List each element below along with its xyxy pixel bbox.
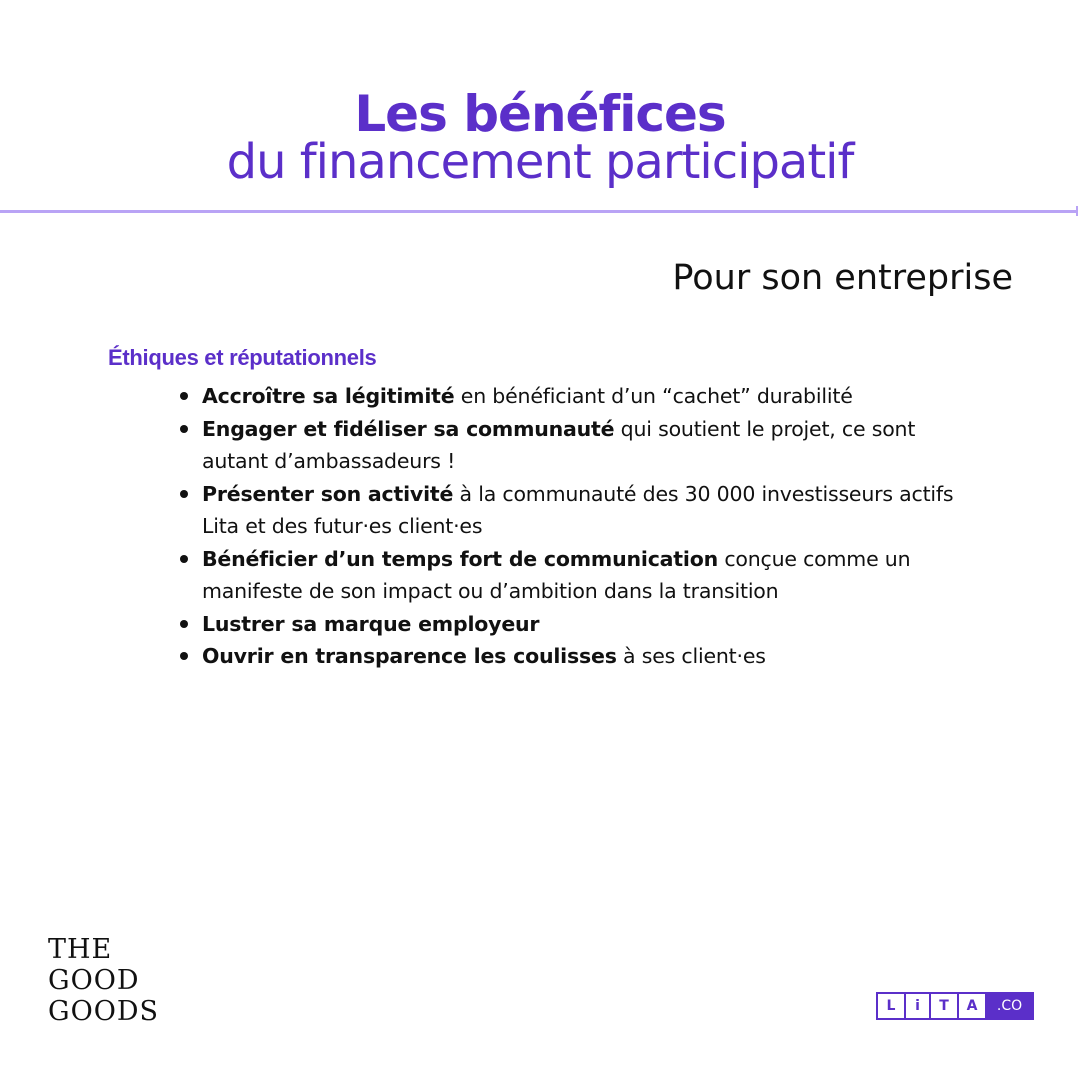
list-item-text: conçue comme un manifeste de son impact ou d’ambition dans la transition bbox=[202, 546, 911, 603]
bullet-icon bbox=[180, 490, 188, 498]
lita-letter: i bbox=[906, 994, 931, 1018]
lita-letter: T bbox=[931, 994, 959, 1018]
bullet-icon bbox=[180, 392, 188, 400]
lita-co-logo bbox=[876, 992, 1034, 1020]
logo-line: GOOD bbox=[48, 965, 140, 996]
list-item bbox=[178, 380, 968, 413]
bullet-icon bbox=[180, 652, 188, 660]
list-item-bold: Présenter son activité bbox=[202, 481, 454, 506]
audience-subtitle: Pour son entreprise bbox=[672, 258, 1013, 298]
list-item bbox=[178, 608, 968, 641]
lita-letter: L bbox=[878, 994, 906, 1018]
lita-co-suffix: .CO bbox=[987, 994, 1032, 1018]
list-item-bold: Engager et fidéliser sa communauté bbox=[202, 416, 615, 441]
bullet-icon bbox=[180, 555, 188, 563]
bullet-icon bbox=[180, 425, 188, 433]
list-item bbox=[178, 478, 968, 543]
header-divider-end bbox=[1076, 206, 1078, 216]
bullet-icon bbox=[180, 620, 188, 628]
list-item-text: qui soutient le projet, ce sont autant d’ambassadeurs ! bbox=[202, 416, 916, 473]
section-heading: Éthiques et réputationnels bbox=[108, 345, 377, 370]
list-item-bold: Accroître sa légitimité bbox=[202, 384, 455, 408]
logo-line: GOODS bbox=[48, 996, 159, 1027]
header-divider bbox=[0, 210, 1076, 213]
the-good-goods-logo bbox=[48, 934, 159, 1027]
list-item bbox=[178, 640, 968, 673]
benefits-list bbox=[178, 380, 968, 673]
logo-line: THE bbox=[48, 934, 113, 965]
list-item bbox=[178, 543, 968, 608]
list-item-text: à la communauté des 30 000 investisseurs actifs Lita et des futur·es client·es bbox=[202, 481, 954, 538]
list-item-bold: Ouvrir en transparence les coulisses bbox=[202, 644, 617, 668]
list-item-text: à ses client·es bbox=[616, 644, 766, 668]
list-item-bold: Bénéficier d’un temps fort de communication bbox=[202, 546, 718, 571]
list-item-text: en bénéficiant d’un “cachet” durabilité bbox=[454, 384, 853, 408]
list-item-bold: Lustrer sa marque employeur bbox=[202, 611, 540, 636]
list-item bbox=[178, 413, 968, 478]
page-title: Les bénéfices bbox=[354, 85, 726, 143]
page-subtitle-line: du financement participatif bbox=[226, 134, 854, 190]
lita-letter: A bbox=[959, 994, 987, 1018]
